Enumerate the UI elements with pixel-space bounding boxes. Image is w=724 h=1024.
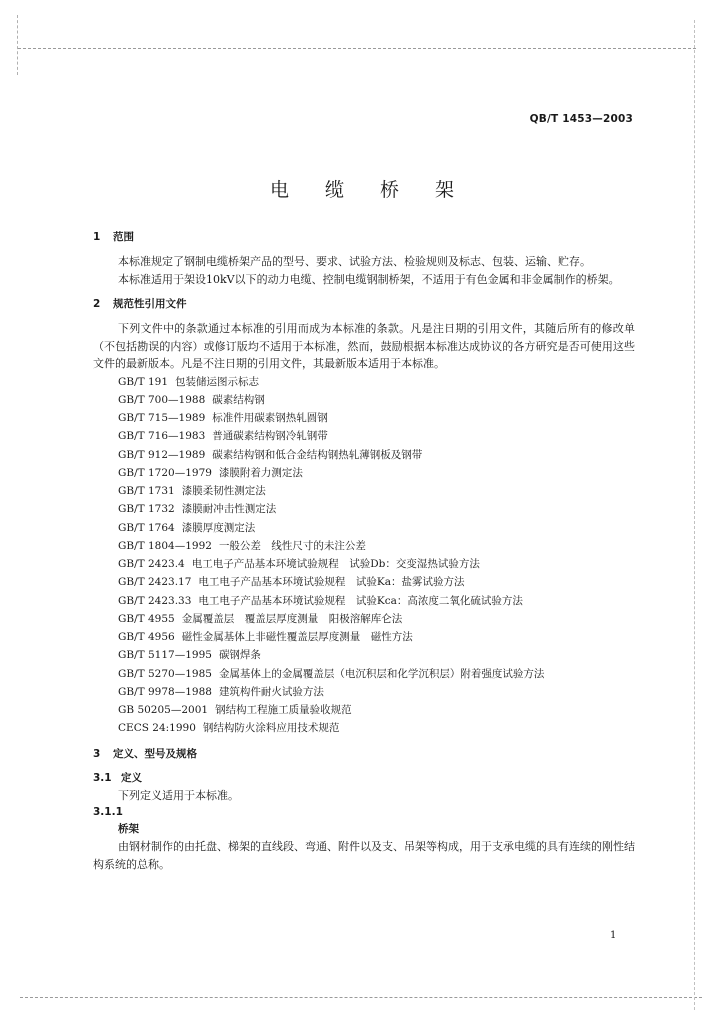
- reference-code: CECS 24:1990: [118, 722, 196, 735]
- reference-list: [93, 373, 635, 738]
- reference-name: 漆膜柔韧性测定法: [181, 485, 266, 497]
- reference-item: [118, 646, 635, 664]
- reference-code: GB/T 1732: [118, 503, 175, 516]
- reference-code: GB/T 1804—1992: [118, 539, 212, 552]
- reference-item: [118, 573, 635, 591]
- reference-name: 电工电子产品基本环境试验规程 试验Kca：高浓度二氧化硫试验方法: [198, 594, 523, 607]
- reference-code: GB/T 5117—1995: [118, 649, 212, 662]
- reference-name: 碳素结构钢: [212, 393, 265, 406]
- document-title: 电 缆 桥 架: [269, 179, 470, 201]
- section-number: 2: [93, 298, 101, 310]
- reference-name: 金属基体上的金属覆盖层（电沉积层和化学沉积层）附着强度试验方法: [218, 667, 545, 680]
- reference-code: GB 50205—2001: [118, 704, 209, 716]
- reference-code: GB/T 4956: [118, 631, 175, 643]
- standard-number: QB/T 1453—2003: [529, 113, 633, 125]
- reference-name: 普通碳素结构钢冷轧钢带: [212, 430, 328, 443]
- reference-item: [118, 519, 635, 537]
- document-body: [93, 229, 635, 873]
- reference-item: [118, 427, 635, 445]
- reference-code: GB/T 2423.33: [118, 594, 192, 607]
- scan-border-top: [18, 48, 696, 49]
- reference-code: GB/T 9978—1988: [118, 685, 212, 698]
- reference-item: [118, 719, 635, 737]
- section-heading-3: [93, 746, 635, 763]
- reference-name: 电工电子产品基本环境试验规程 试验Ka：盐雾试验方法: [198, 576, 465, 589]
- reference-item: [118, 628, 635, 646]
- paragraph: 本标准适用于架设10kV以下的动力电缆、控制电缆钢制桥架，不适用于有色金属和非金属制作的桥架。: [118, 272, 620, 286]
- reference-item: [118, 592, 635, 610]
- reference-item: [118, 464, 635, 482]
- scan-border-right: [694, 20, 695, 1010]
- paragraph: 下列文件中的条款通过本标准的引用而成为本标准的条款。凡是注日期的引用文件，其随后所有的修改单（不包括勘误的内容）或修订版均不适用于本标准，然而，鼓励根据本标准达成协议的各方研究是否可使用这些文件的最新版本。凡是不注日期的引用文件，其最新版本适用于本标准。: [93, 322, 635, 370]
- section-heading-2: [93, 296, 635, 313]
- section-heading-1: [93, 229, 635, 246]
- reference-code: GB/T 4955: [118, 612, 175, 625]
- reference-name: 磁性金属基体上非磁性覆盖层厚度测量 磁性方法: [181, 631, 413, 643]
- reference-item: [118, 482, 635, 500]
- section-title: 定义: [121, 771, 142, 784]
- reference-code: GB/T 716—1983: [118, 430, 206, 443]
- reference-name: 漆膜附着力测定法: [218, 466, 303, 479]
- reference-name: 碳钢焊条: [218, 649, 261, 662]
- reference-code: GB/T 715—1989: [118, 412, 206, 424]
- reference-name: 漆膜厚度测定法: [181, 521, 256, 534]
- section-number: 3: [93, 747, 101, 760]
- section-number: 1: [93, 231, 101, 243]
- reference-code: GB/T 2423.4: [118, 558, 185, 570]
- reference-name: 钢结构工程施工质量验收规范: [215, 704, 352, 716]
- section-title: 定义、型号及规格: [113, 747, 197, 760]
- section-title: 范围: [113, 231, 134, 243]
- reference-item: [118, 500, 635, 518]
- reference-name: 一般公差 线性尺寸的未注公差: [218, 539, 366, 552]
- subsection-heading-3-1: [93, 770, 635, 787]
- reference-name: 建筑构件耐火试验方法: [218, 685, 324, 698]
- reference-name: 钢结构防火涂料应用技术规范: [202, 722, 340, 735]
- page-number: 1: [610, 930, 617, 941]
- reference-item: [118, 446, 635, 464]
- section-number: 3.1: [93, 771, 112, 784]
- reference-code: GB/T 1764: [118, 521, 175, 534]
- reference-item: [118, 373, 635, 391]
- reference-item: [118, 683, 635, 701]
- reference-item: [118, 555, 635, 573]
- reference-item: [118, 391, 635, 409]
- reference-name: 碳素结构钢和低合金结构钢热轧薄钢板及钢带: [212, 448, 423, 461]
- reference-item: [118, 701, 635, 719]
- scan-border-bottom: [20, 997, 702, 998]
- reference-code: GB/T 1720—1979: [118, 466, 212, 479]
- reference-name: 包装储运图示标志: [175, 375, 260, 388]
- term-name: 桥架: [118, 823, 139, 835]
- paragraph: 下列定义适用于本标准。: [118, 788, 239, 802]
- reference-item: [118, 665, 635, 683]
- scan-border-left: [17, 15, 18, 75]
- term-definition: 由钢材制作的由托盘、梯架的直线段、弯通、附件以及支、吊架等构成，用于支承电缆的具有连续的刚性结构系统的总称。: [93, 840, 635, 871]
- reference-name: 金属覆盖层 覆盖层厚度测量 阳极溶解库仑法: [181, 612, 403, 625]
- reference-code: GB/T 5270—1985: [118, 667, 212, 680]
- paragraph: 本标准规定了钢制电缆桥架产品的型号、要求、试验方法、检验规则及标志、包装、运输、贮存。: [118, 255, 591, 268]
- reference-name: 漆膜耐冲击性测定法: [181, 503, 277, 516]
- section-title: 规范性引用文件: [113, 298, 187, 310]
- reference-item: [118, 610, 635, 628]
- reference-code: GB/T 2423.17: [118, 576, 192, 589]
- reference-name: 标准件用碳素钢热轧圆钢: [212, 412, 328, 424]
- reference-item: [118, 537, 635, 555]
- reference-code: GB/T 1731: [118, 485, 175, 497]
- reference-name: 电工电子产品基本环境试验规程 试验Db：交变湿热试验方法: [191, 558, 480, 570]
- reference-code: GB/T 191: [118, 375, 169, 388]
- reference-item: [118, 409, 635, 427]
- subsection-number-3-1-1: 3.1.1: [93, 806, 123, 818]
- reference-code: GB/T 700—1988: [118, 393, 206, 406]
- reference-code: GB/T 912—1989: [118, 448, 206, 461]
